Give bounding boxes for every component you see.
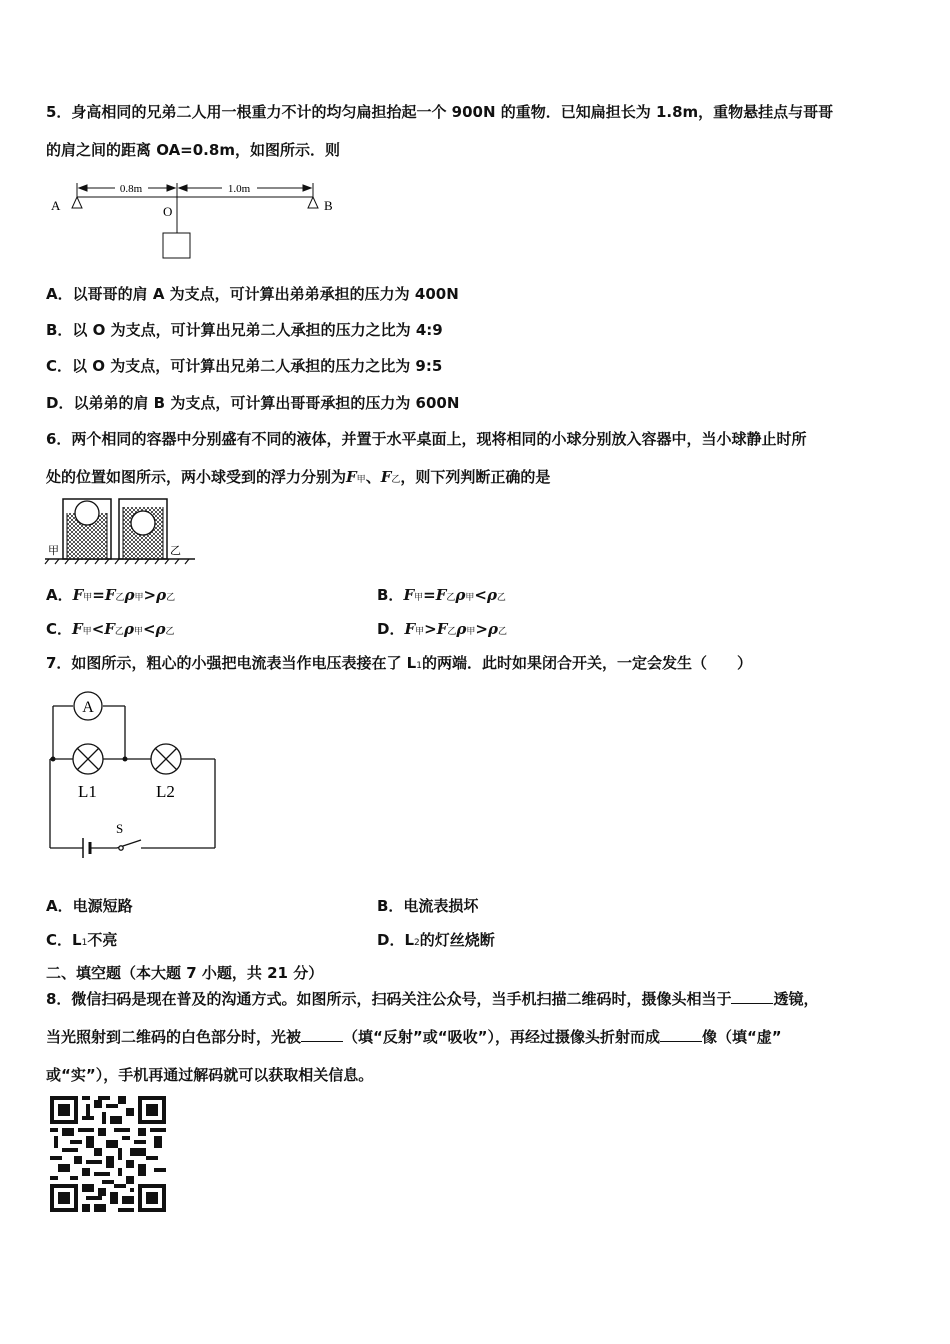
q7-option-b: B．电流表损坏 — [377, 897, 479, 915]
f-symbol: F — [72, 586, 84, 604]
rho-symbol: ρ — [123, 620, 134, 638]
sub-yi: 乙 — [447, 627, 457, 637]
fill-blank-1[interactable] — [731, 989, 773, 1004]
f-symbol: F — [72, 620, 83, 638]
q5-stem-line1: 5．身高相同的兄弟二人用一根重力不计的均匀扁担抬起一个 900N 的重物．已知扁担长为 1.8m，重物悬挂点与哥哥 — [46, 103, 834, 121]
container-jia — [63, 499, 111, 559]
fill-blank-2[interactable] — [301, 1027, 343, 1042]
q7-option-d — [377, 930, 495, 953]
weight-box — [163, 233, 190, 258]
f-symbol: F — [436, 620, 448, 638]
sub-yi: 乙 — [446, 593, 456, 603]
q7-circuit-figure — [45, 688, 225, 863]
ball-yi — [131, 511, 155, 535]
q7-option-a: A．电源短路 — [46, 897, 133, 915]
option-letter: C． — [46, 620, 73, 638]
q6-option-c — [46, 619, 175, 642]
f-symbol: F — [435, 586, 447, 604]
option-letter: A． — [46, 586, 73, 604]
relation-f: > — [424, 620, 437, 638]
f-symbol: F — [104, 620, 115, 638]
q6-stem-line2 — [46, 467, 550, 490]
f-symbol: F — [380, 468, 392, 486]
q6-stem-text-end: ，则下列判断正确的是 — [400, 468, 551, 486]
q8-text: 当光照射到二维码的白色部分时，光被 — [46, 1028, 302, 1046]
option-letter: D． — [377, 620, 405, 638]
sub-jia: 甲 — [134, 593, 144, 603]
relation-rho: < — [474, 586, 487, 604]
q6-option-d — [377, 619, 507, 642]
relation-rho: > — [143, 586, 157, 604]
sub-jia: 甲 — [133, 627, 143, 637]
f-symbol: F — [104, 586, 116, 604]
sub-1: 1 — [416, 661, 422, 671]
f-symbol: F — [404, 620, 416, 638]
rho-symbol: ρ — [456, 620, 467, 638]
sub-yi: 乙 — [115, 593, 125, 603]
rho-symbol: ρ — [124, 586, 135, 604]
dim-label-1-0m: 1.0m — [227, 183, 251, 195]
option-text: C．L — [46, 931, 82, 949]
sub-yi: 乙 — [391, 475, 401, 485]
sub-jia: 甲 — [356, 475, 366, 485]
separator: 、 — [365, 468, 381, 486]
q8-text: 像（填“虚” — [701, 1028, 782, 1046]
rho-symbol: ρ — [455, 586, 466, 604]
relation-f: = — [92, 586, 105, 604]
q8-text: 8．微信扫码是现在普及的沟通方式。如图所示，扫码关注公众号，当手机扫描二维码时，摄像头相当于 — [46, 990, 732, 1008]
option-letter: B． — [377, 586, 404, 604]
fulcrum-a-icon — [72, 197, 82, 208]
q8-stem-line2 — [46, 1027, 782, 1047]
container-label-yi: 乙 — [170, 544, 181, 557]
q8-stem-line3: 或“实”），手机再通过解码就可以获取相关信息。 — [46, 1066, 374, 1084]
q5-option-a: A．以哥哥的肩 A 为支点，可计算出弟弟承担的压力为 400N — [46, 285, 459, 303]
qr-code-image — [49, 1096, 167, 1212]
q7-option-c — [46, 930, 117, 953]
sub-yi: 乙 — [165, 627, 175, 637]
container-label-jia: 甲 — [48, 544, 59, 557]
label-a: A — [51, 198, 61, 213]
q6-stem-line1: 6．两个相同的容器中分别盛有不同的液体，并置于水平桌面上，现将相同的小球分别放入容器中，当小球静止时所 — [46, 430, 807, 448]
q7-stem-text: 7．如图所示，粗心的小强把电流表当作电压表接在了 L — [46, 654, 417, 672]
relation-rho: < — [142, 620, 156, 638]
q5-option-d: D．以弟弟的肩 B 为支点，可计算出哥哥承担的压力为 600N — [46, 394, 460, 412]
q8-text: （填“反射”或“吸收”），再经过摄像头折射而成 — [343, 1028, 660, 1046]
q8-stem-line1 — [46, 989, 818, 1009]
q6-containers-figure — [45, 497, 195, 567]
ball-jia — [75, 501, 99, 525]
section-2-heading: 二、填空题（本大题 7 小题，共 21 分） — [46, 964, 324, 982]
q7-stem-text-end: 的两端．此时如果闭合开关，一定会发生（ ） — [421, 654, 752, 672]
sub-yi: 乙 — [114, 627, 124, 637]
relation-f: = — [423, 586, 436, 604]
ammeter-label: A — [82, 699, 94, 716]
sub-yi: 乙 — [166, 593, 176, 603]
label-b: B — [324, 198, 333, 213]
rho-symbol: ρ — [487, 620, 498, 638]
q7-stem — [46, 653, 752, 676]
sub-jia: 甲 — [415, 627, 425, 637]
f-symbol: F — [403, 586, 415, 604]
lamp-l2-label: L2 — [156, 782, 175, 801]
relation-f: < — [91, 620, 105, 638]
dim-label-0-8m: 0.8m — [119, 183, 143, 195]
fill-blank-3[interactable] — [660, 1027, 702, 1042]
q5-option-b: B．以 O 为支点，可计算出兄弟二人承担的压力之比为 4:9 — [46, 321, 443, 339]
q6-option-a — [46, 585, 175, 608]
container-yi — [119, 499, 167, 559]
q5-option-c: C．以 O 为支点，可计算出兄弟二人承担的压力之比为 9:5 — [46, 357, 443, 375]
q5-lever-figure — [45, 175, 345, 265]
option-text: D．L — [377, 931, 415, 949]
sub-2: 2 — [414, 938, 420, 948]
f-symbol: F — [346, 468, 357, 486]
sub-1: 1 — [81, 938, 88, 948]
switch-label: S — [116, 821, 124, 836]
option-text-end: 不亮 — [87, 931, 118, 949]
label-o: O — [163, 204, 173, 219]
sub-jia: 甲 — [83, 593, 93, 603]
sub-yi: 乙 — [496, 593, 506, 603]
q6-option-b — [377, 585, 506, 608]
sub-jia: 甲 — [414, 593, 424, 603]
rho-symbol: ρ — [156, 586, 167, 604]
rho-symbol: ρ — [486, 586, 497, 604]
q8-text: 透镜， — [773, 990, 819, 1008]
sub-jia: 甲 — [466, 627, 476, 637]
sub-jia: 甲 — [82, 627, 92, 637]
rho-symbol: ρ — [155, 620, 166, 638]
sub-jia: 甲 — [465, 593, 475, 603]
lamp-l1-label: L1 — [78, 782, 97, 801]
fulcrum-b-icon — [308, 197, 318, 208]
q5-stem-line2: 的肩之间的距离 OA=0.8m，如图所示．则 — [46, 141, 340, 159]
q6-stem-text: 处的位置如图所示，两小球受到的浮力分别为 — [46, 468, 347, 486]
sub-yi: 乙 — [497, 627, 507, 637]
option-text-end: 的灯丝烧断 — [419, 931, 495, 949]
relation-rho: > — [475, 620, 488, 638]
